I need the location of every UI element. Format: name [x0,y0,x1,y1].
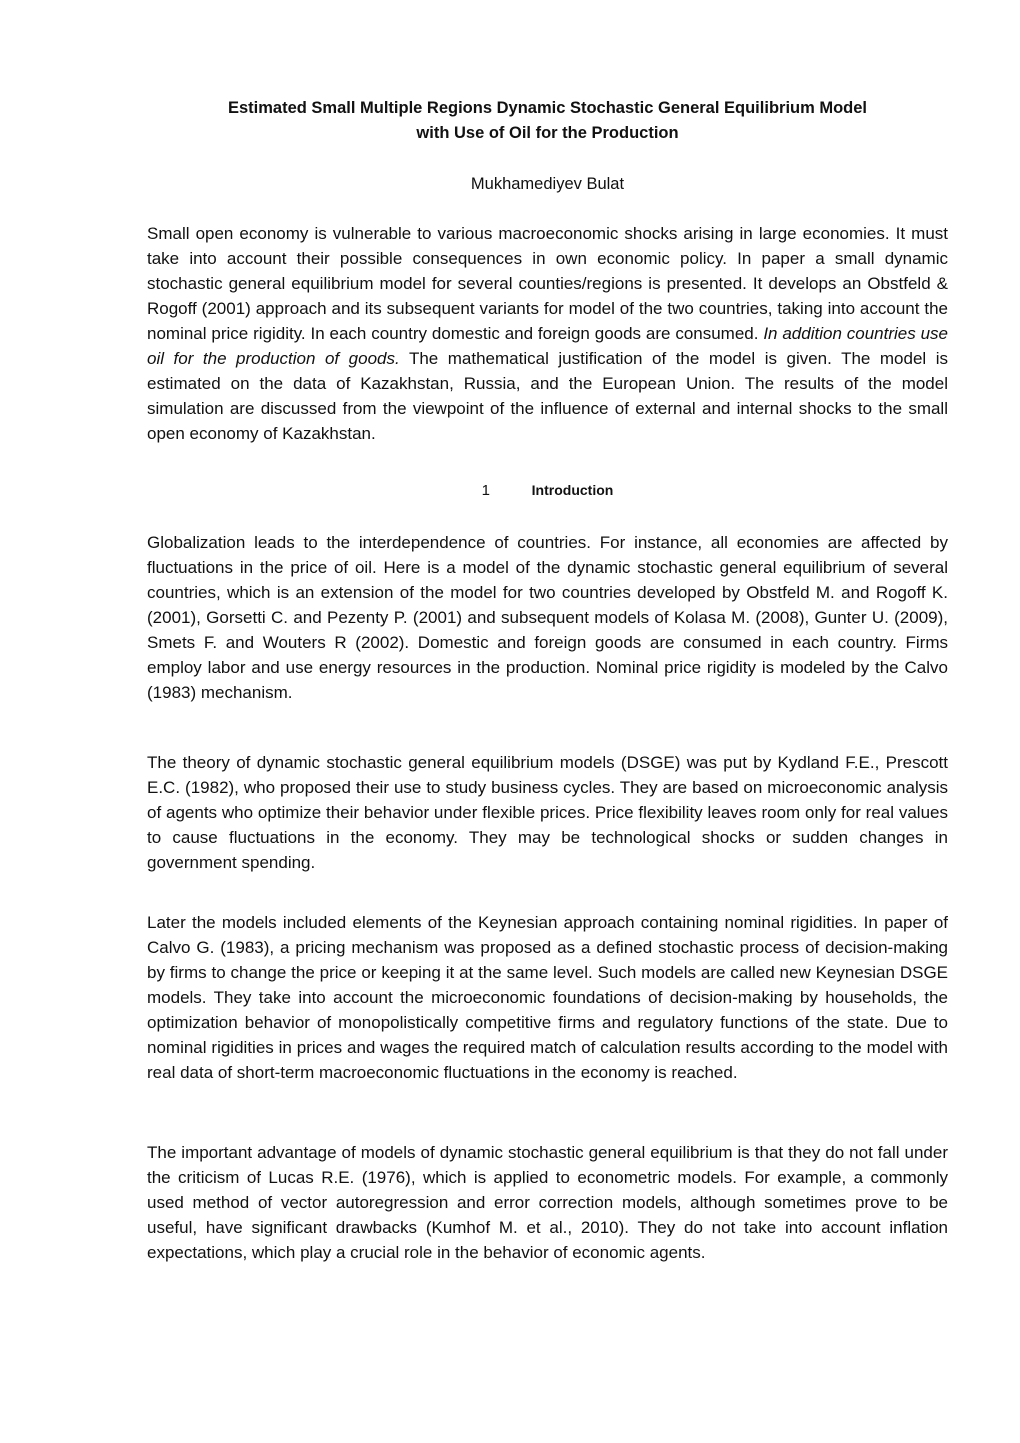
author-name: Mukhamediyev Bulat [470,175,625,193]
paragraph-dsge-theory: The theory of dynamic stochastic general equilibrium models (DSGE) was put by Kydland F.E., Prescott E.C. (1982), who proposed their use to study business cycles. They are based on microeconomic analysis of agents who optimize their behavior under flexible prices. Price flexibility leaves room only for real values to cause fluctuations in the economy. They may be technological shocks or sudden changes in government spending. [147,753,948,872]
paragraph-globalization: Globalization leads to the interdependence of countries. For instance, all economies are affected by fluctuations in the price of oil. Here is a model of the dynamic stochastic general equilibrium of several countries, which is an extension of the model for two countries developed by Obstfeld M. and Rogoff K. (2001), Gorsetti C. and Pezenty P. (2001) and subsequent models of Kolasa M. (2008), Gunter U. (2009), Smets F. and Wouters R (2002). Domestic and foreign goods are consumed in each country. Firms employ labor and use energy resources in the production. Nominal price rigidity is modeled by the Calvo (1983) mechanism. [147,533,948,702]
abstract [147,221,948,446]
abstract-italic-text: In addition countries use oil for the production of goods. [147,324,948,368]
paragraph-keynesian: Later the models included elements of the Keynesian approach containing nominal rigidities. In paper of Calvo G. (1983), a pricing mechanism was proposed as a defined stochastic process of decision-making by firms to change the price or keeping it at the same level. Such models are called new Keynesian DSGE models. They take into account the microeconomic foundations of decision-making by households, the optimization behavior of monopolistically competitive firms and regulatory functions of the state. Due to nominal rigidities in prices and wages the required match of calculation results according to the model with real data of short-term macroeconomic fluctuations in the economy is reached. [147,913,948,1082]
paragraph-advantage: The important advantage of models of dynamic stochastic general equilibrium is that they do not fall under the criticism of Lucas R.E. (1976), which is applied to econometric models. For example, a commonly used method of vector autoregression and error correction models, although sometimes prove to be useful, have significant drawbacks (Kumhof M. et al., 2010). They do not take into account inflation expectations, which play a crucial role in the behavior of economic agents. [147,1143,948,1262]
document-page [147,96,948,1265]
abstract-text-part-2: The mathematical justification of the model is given. The model is estimated on the data of Kazakhstan, Russia, and the European Union. The results of the model simulation are discussed from the viewpoint of the influence of external and internal shocks to the small open economy of Kazakhstan. [147,349,948,443]
section-heading [147,478,948,503]
section-number: 1 [481,482,491,499]
paper-title-line-1: Estimated Small Multiple Regions Dynamic Stochastic General Equilibrium Model [227,99,868,117]
section-title: Introduction [531,482,614,498]
paper-title [147,96,948,146]
paper-title-line-2: with Use of Oil for the Production [416,124,679,142]
abstract-text-part-1: Small open economy is vulnerable to various macroeconomic shocks arising in large economies. It must take into account their possible consequences in own economic policy. In paper a small dynamic stochastic general equilibrium model for several counties/regions is presented. It develops an Obstfeld & Rogoff (2001) approach and its subsequent variants for model of the two countries, taking into account the nominal price rigidity. In each country domestic and foreign goods are consumed. [147,224,948,343]
